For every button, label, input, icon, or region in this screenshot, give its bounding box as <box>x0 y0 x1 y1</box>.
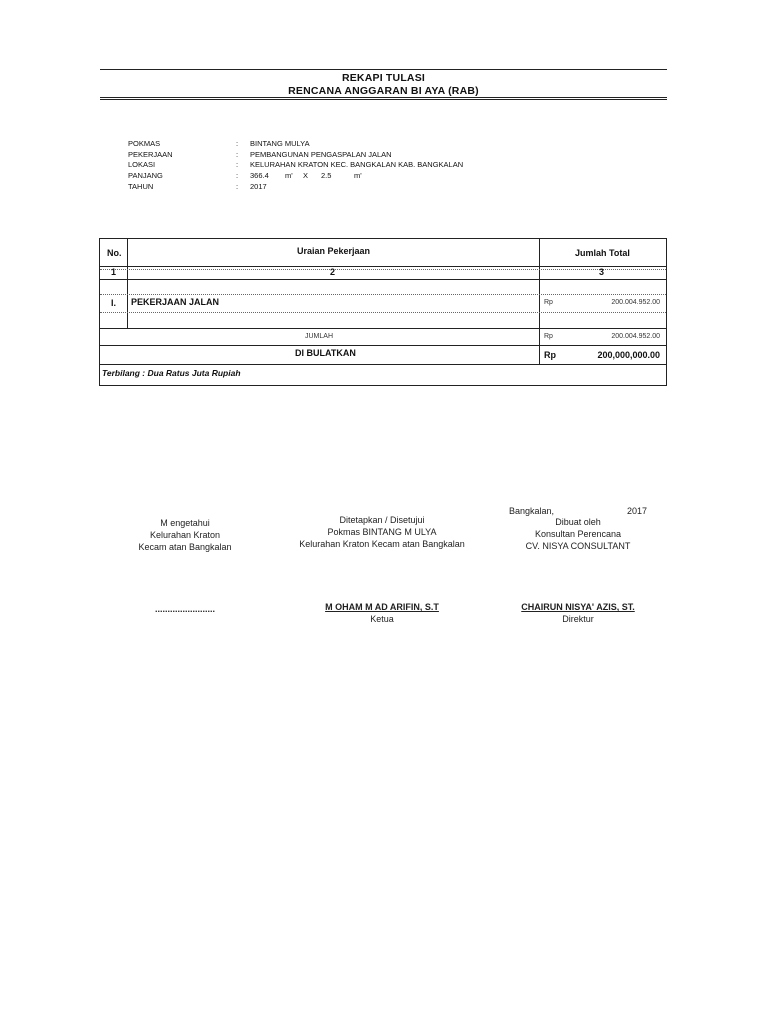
signature-middle-name: M OHAM M AD ARIFIN, S.T <box>325 602 439 612</box>
title-top-rule <box>100 69 667 70</box>
dimension-width: 2.5 <box>321 171 332 180</box>
signature-middle <box>282 514 482 550</box>
col-header-jumlah: Jumlah Total <box>575 248 630 258</box>
signature-right-role: Direktur <box>562 614 594 624</box>
info-colon: : <box>236 182 239 191</box>
signature-left-name: ........................ <box>154 604 215 614</box>
jumlah-currency: Rp <box>544 333 553 340</box>
info-colon: : <box>236 171 239 180</box>
col-index-3: 3 <box>599 267 605 277</box>
info-value: KELURAHAN KRATON KEC. BANGKALAN KAB. BANGKALAN <box>250 160 464 169</box>
jumlah-amount: 200.004.952.00 <box>611 333 660 340</box>
col-index-2: 2 <box>330 267 336 277</box>
signature-right <box>508 516 648 552</box>
signature-left <box>125 517 245 553</box>
signature-left-line1: M engetahui <box>160 518 210 528</box>
item-name: PEKERJAAN JALAN <box>131 297 220 307</box>
info-label: PEKERJAAN <box>128 150 173 159</box>
item-currency: Rp <box>544 299 553 306</box>
items-bottom-rule <box>100 328 666 329</box>
info-colon: : <box>236 160 239 169</box>
signature-left-line2: Kelurahan Kraton <box>149 530 221 540</box>
rab-table <box>99 238 667 386</box>
document-title: REKAPI TULASI <box>341 72 426 84</box>
info-value: 2017 <box>250 182 267 191</box>
dibulatkan-label: DI BULATKAN <box>295 348 356 358</box>
dibulatkan-amount: 200,000,000.00 <box>597 350 660 360</box>
signature-middle-line2: Pokmas BINTANG M ULYA <box>327 527 437 537</box>
dimension-length-unit: m' <box>285 171 293 180</box>
info-colon: : <box>236 150 239 159</box>
index-row-top <box>100 269 666 270</box>
signature-year: 2017 <box>627 506 648 516</box>
header-divider <box>100 266 666 267</box>
terbilang-text: Terbilang : Dua Ratus Juta Rupiah <box>102 368 241 378</box>
col-header-no: No. <box>107 248 122 258</box>
col-index-1: 1 <box>111 267 117 277</box>
jumlah-label: JUMLAH <box>305 333 334 340</box>
document-subtitle: RENCANA ANGGARAN BI AYA (RAB) <box>288 85 479 97</box>
info-label: TAHUN <box>128 182 154 191</box>
title-bottom-rule-2 <box>100 99 667 100</box>
info-label: LOKASI <box>128 160 156 169</box>
item-number: I. <box>111 298 117 308</box>
title-bottom-rule <box>100 97 667 98</box>
info-colon: : <box>236 139 239 148</box>
info-value: BINTANG MULYA <box>250 139 310 148</box>
place-date: Bangkalan, <box>509 506 555 516</box>
info-label: POKMAS <box>128 139 161 148</box>
index-row-bottom <box>100 279 666 280</box>
signature-right-name: CHAIRUN NISYA' AZIS, ST. <box>521 602 635 612</box>
dimension-length: 366.4 <box>250 171 269 180</box>
signature-right-line3: CV. NISYA CONSULTANT <box>525 541 631 551</box>
signature-left-line3: Kecam atan Bangkalan <box>138 542 232 552</box>
dibulatkan-currency: Rp <box>544 350 556 360</box>
col-header-uraian: Uraian Pekerjaan <box>297 246 371 256</box>
info-label: PANJANG <box>128 171 163 180</box>
dimension-x: X <box>303 171 309 180</box>
signature-right-line1: Dibuat oleh <box>555 517 601 527</box>
dibulatkan-bottom-rule <box>100 364 666 365</box>
dimension-width-unit: m' <box>354 171 362 180</box>
signature-middle-line3: Kelurahan Kraton Kecam atan Bangkalan <box>299 539 465 549</box>
jumlah-bottom-rule <box>100 345 666 346</box>
signature-middle-line1: Ditetapkan / Disetujui <box>339 515 425 525</box>
col-divider-1 <box>127 239 128 328</box>
item-row-divider <box>100 312 666 313</box>
signature-middle-role: Ketua <box>370 614 394 624</box>
blank-row-divider <box>100 294 666 295</box>
item-amount: 200.004.952.00 <box>611 299 660 306</box>
info-value: PEMBANGUNAN PENGASPALAN JALAN <box>250 150 392 159</box>
signature-right-line2: Konsultan Perencana <box>534 529 622 539</box>
